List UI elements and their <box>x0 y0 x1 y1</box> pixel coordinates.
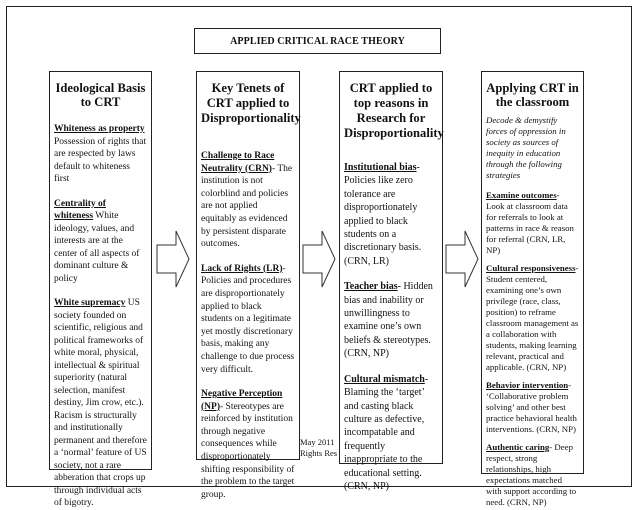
entry-term: Challenge to Race Neutrality (CRN) <box>201 151 275 174</box>
entry-term: Behavior intervention <box>486 380 569 390</box>
column-crt-research <box>339 71 444 492</box>
right-arrow-icon <box>445 230 479 288</box>
column-ideological-basis <box>49 71 152 508</box>
entry-term: Negative Perception (NP) <box>201 389 283 412</box>
column-heading: CRT applied to top reasons in Research for Disproportionality <box>344 81 444 140</box>
entry-text: US society founded on scientific, religious and political frameworks of white moral, physical, intellectual & spiritual superiority (natural selection, manifest destiny, Jim crow, etc.). Racism is structurally and institutionally permanent and therefore a ‘normal’ feature of US society, not a rare abberation that crops up through individual acts of bigotry. <box>54 298 147 508</box>
entry <box>201 388 295 501</box>
entry-term: Cultural mismatch <box>344 373 425 385</box>
entry-term: Teacher bias <box>344 281 398 293</box>
column-key-tenets <box>196 71 301 500</box>
entry-text: - Deep respect, strong relationships, high expectations matched with support according to need. (CRN, NP) <box>486 442 577 507</box>
entry-text: - Blaming the ‘target’ and casting black culture as defective, incompatable and frequently inappropriate to the educational setting. (CRN, NP) <box>344 373 429 492</box>
entry <box>54 198 147 286</box>
entry-term: Lack of Rights (LR) <box>201 263 283 274</box>
entry-text: - Policies like zero tolerance are disproportionately applied to black students on a discretionary basis. (CRN, LR) <box>344 162 422 267</box>
entry <box>344 373 438 494</box>
entry-term: Institutional bias <box>344 162 417 173</box>
entry <box>486 442 579 508</box>
entry <box>54 123 147 186</box>
entry-text: - Stereotypes are reinforced by institution through negative consequences while disproportionately shifting responsibility of the problem to the target group. <box>201 401 295 500</box>
entry-term: Examine outcomes <box>486 190 557 200</box>
entry <box>54 297 147 510</box>
entry-term: Cultural responsiveness <box>486 263 576 273</box>
footer-stub-line: May 2011 <box>300 437 335 447</box>
entry <box>486 263 579 373</box>
right-arrow-icon <box>302 230 336 288</box>
column-applying-crt <box>481 71 584 507</box>
entry <box>486 380 579 435</box>
diagram-title: APPLIED CRITICAL RACE THEORY <box>230 35 405 47</box>
entry-term: Whiteness as property <box>54 124 145 134</box>
footer-stub-line: Rights Res <box>300 448 338 458</box>
entry <box>201 150 295 251</box>
entry <box>486 190 579 256</box>
entry-text: - Look at classroom data for referrals to look at patterns in race & reason for referral (CRN, LR, NP) <box>486 190 574 255</box>
entry-text: White ideology, values, and interests are at the center of all aspects of dominant culture & policy <box>54 211 140 284</box>
entry <box>201 263 295 376</box>
column-heading: Key Tenets of CRT applied to Disproportionality <box>201 81 301 125</box>
column-heading: Ideological Basis to CRT <box>55 81 146 109</box>
entry-text: - Policies and procedures are disproportionately applied to black students on a legitimate yet mostly discretionary basis, making any challenge to due process very difficult. <box>201 263 295 375</box>
entry <box>344 161 438 268</box>
entry-term: Authentic caring <box>486 442 550 452</box>
entry-term: Centrality of whiteness <box>54 198 106 221</box>
entry-text: Possession of rights that are respected by laws default to whiteness first <box>54 136 147 184</box>
title-box <box>194 28 441 54</box>
footer-stub <box>300 437 337 459</box>
entry-text: - ‘Collaborative problem solving’ and other best practice behavioral health interventions. (CRN, NP) <box>486 380 577 434</box>
entry-term: White supremacy <box>54 298 126 308</box>
column-intro: Decode & demystify forces of oppression in society as sources of inequity in education through the following strategies <box>486 115 566 180</box>
entry-text: - The institution is not colorblind and policies are not applied equitably as evidenced by persistent disparate outcomes. <box>201 163 293 250</box>
entry <box>344 280 438 360</box>
column-heading: Applying CRT in the classroom <box>486 81 579 109</box>
right-arrow-icon <box>156 230 190 288</box>
entry-text: - Student centered, examining one’s own privilege (race, class, position) to reframe classroom management as a collaboration with students, making learning relevant, practical and applicable. (CRN, NP) <box>486 263 579 372</box>
entry-text: - Hidden bias and inability or unwillingness to examine one’s own beliefs & stereotypes. (CRN, NP) <box>344 281 433 360</box>
